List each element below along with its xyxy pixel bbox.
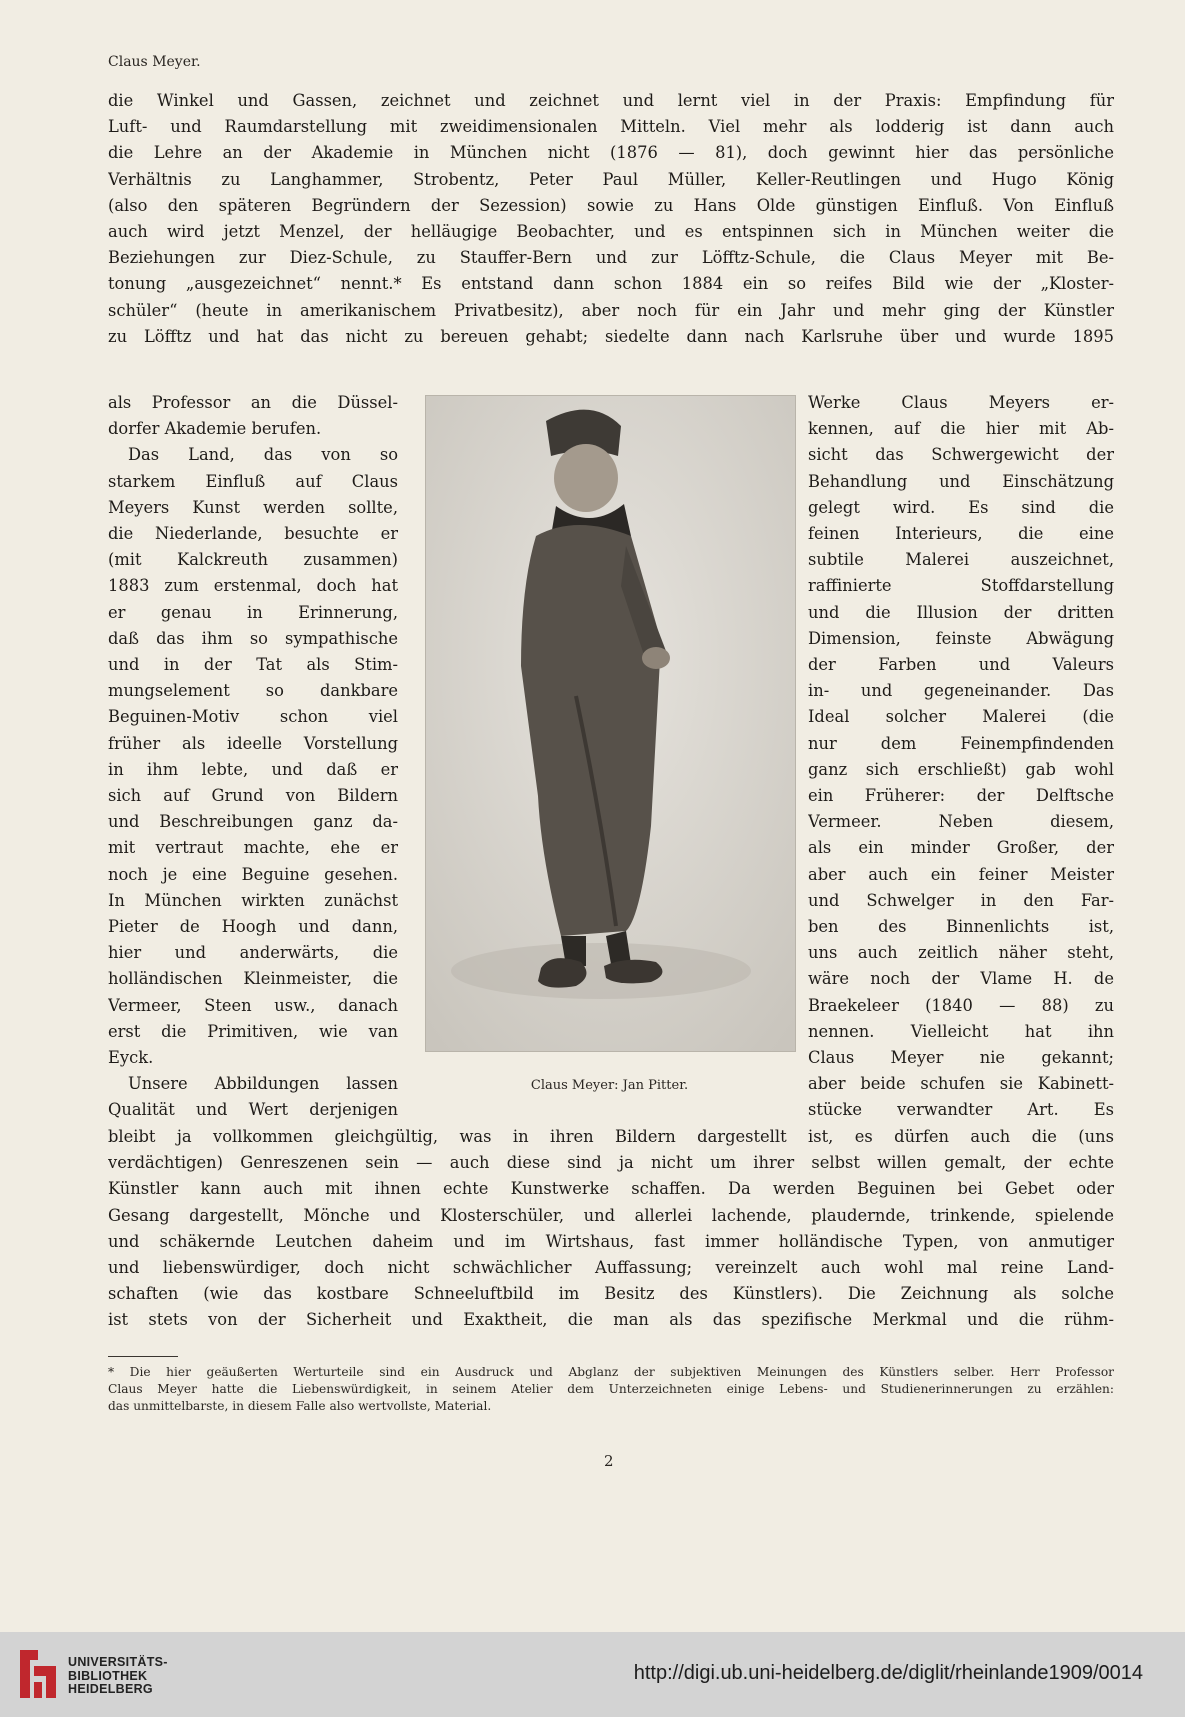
text-line: stücke verwandter Art. Es [808,1100,1114,1120]
text-line: holländischen Kleinmeister, die [108,969,398,989]
text-line: sich auf Grund von Bildern [108,786,398,806]
text-line: Beguinen-Motiv schon viel [108,707,398,727]
text-line: in- und gegeneinander. Das [808,681,1114,701]
text-line: die Lehre an der Akademie in München nicht (1876 — 81), doch gewinnt hier das persönliche [108,143,1114,163]
library-name [68,1656,168,1697]
text-line: er genau in Erinnerung, [108,602,398,622]
running-head: Claus Meyer. [108,54,201,70]
text-line: und Schwelger in den Far- [808,890,1114,910]
text-line: Ideal solcher Malerei (die [808,707,1114,727]
figure-drawing [426,396,795,1051]
text-line: tonung „ausgezeichnet“ nennt.* Es entstand dann schon 1884 ein so reifes Bild wie der „Kloster- [108,274,1114,294]
text-line: die Winkel und Gassen, zeichnet und zeichnet und lernt viel in der Praxis: Empfindung für [108,91,1114,110]
text-line: und in der Tat als Stim- [108,655,398,675]
text-line: noch je eine Beguine gesehen. [108,864,398,884]
text-line: mungselement so dankbare [108,681,398,701]
text-line: ein Früherer: der Delftsche [808,786,1114,806]
text-line: Qualität und Wert derjenigen [108,1100,398,1120]
text-line: aber beide schufen sie Kabinett- [808,1074,1114,1094]
text-line: aber auch ein feiner Meister [808,864,1114,884]
footnote-line: Claus Meyer hatte die Liebenswürdigkeit, in seinem Atelier dem Unterzeichneten einige Lebens- und Studienerinnerungen zu erzählen: [108,1382,1114,1396]
text-line: ben des Binnenlichts ist, [808,917,1114,937]
text-line: schüler“ (heute in amerikanischem Privatbesitz), aber noch für ein Jahr und mehr ging der Künstler [108,300,1114,320]
text-line: gelegt wird. Es sind die [808,497,1114,517]
library-name-line: HEIDELBERG [68,1682,153,1696]
text-line: schaften (wie das kostbare Schneeluftbild im Besitz des Künstlers). Die Zeichnung als solche [108,1284,1114,1304]
text-line: Braekeleer (1840 — 88) zu [808,995,1114,1015]
text-line: Behandlung und Einschätzung [808,471,1114,491]
source-url-link[interactable]: http://digi.ub.uni-heidelberg.de/diglit/rheinlande1909/0014 [633,1662,1143,1684]
text-line: als ein minder Großer, der [808,838,1114,858]
text-line: und Beschreibungen ganz da- [108,812,398,832]
text-line: mit vertraut machte, ehe er [108,838,398,858]
digitization-footer [0,1632,1185,1717]
text-line: Pieter de Hoogh und dann, [108,917,398,937]
text-line: Eyck. [108,1048,154,1068]
hand-shape [642,647,670,669]
text-line: erst die Primitiven, wie van [108,1021,398,1041]
text-line: ist stets von der Sicherheit und Exaktheit, die man als das spezifische Merkmal und die rühm- [108,1310,1114,1330]
text-line: Künstler kann auch mit ihnen echte Kunstwerke schaffen. Da werden Beguinen bei Gebet oder [108,1179,1114,1199]
text-line: feinen Interieurs, die eine [808,524,1114,544]
text-line: nur dem Feinempfindenden [808,733,1114,753]
text-line: in ihm lebte, und daß er [108,759,398,779]
text-line: Verhältnis zu Langhammer, Strobentz, Peter Paul Müller, Keller-Reutlingen und Hugo König [108,169,1114,189]
footnote-line: * Die hier geäußerten Werturteile sind ein Ausdruck und Abglanz der subjektiven Meinungen des Künstlers selber. Herr Professor [108,1365,1114,1379]
text-line: der Farben und Valeurs [808,655,1114,675]
library-logo-icon [16,1646,60,1702]
text-line: ganz sich erschließt) gab wohl [808,759,1114,779]
text-line: uns auch zeitlich näher steht, [808,943,1114,963]
face-shape [554,444,618,512]
text-line: Claus Meyer nie gekannt; [808,1048,1114,1068]
text-line: Werke Claus Meyers er- [808,393,1114,412]
footnote-line: das unmittelbarste, in diesem Falle also wertvollste, Material. [108,1399,492,1413]
text-line: sicht das Schwergewicht der [808,445,1114,465]
text-line: und die Illusion der dritten [808,602,1114,622]
text-line: auch wird jetzt Menzel, der helläugige Beobachter, und es entspinnen sich in München weiter die [108,222,1114,242]
text-line: wäre noch der Vlame H. de [808,969,1114,989]
text-line: Unsere Abbildungen lassen [128,1074,398,1094]
text-line: Beziehungen zur Diez-Schule, zu Stauffer-Bern und zur Löfftz-Schule, die Claus Meyer mit Be- [108,248,1114,268]
figure-caption: Claus Meyer: Jan Pitter. [530,1078,689,1093]
text-line: die Niederlande, besuchte er [108,524,398,544]
text-line: Vermeer. Neben diesem, [808,812,1114,832]
text-line: In München wirkten zunächst [108,890,398,910]
text-line: 1883 zum erstenmal, doch hat [108,576,398,596]
text-line: Dimension, feinste Abwägung [808,628,1114,648]
page-number: 2 [604,1452,614,1470]
text-line: daß das ihm so sympathische [108,628,398,648]
text-line: (mit Kalckreuth zusammen) [108,550,398,570]
text-line: kennen, auf die hier mit Ab- [808,419,1114,439]
text-line: Luft- und Raumdarstellung mit zweidimensionalen Mitteln. Viel mehr als lodderig ist dann auch [108,117,1114,137]
text-line: (also den späteren Begründern der Sezession) sowie zu Hans Olde günstigen Einfluß. Von Einfluß [108,195,1114,215]
text-line: Das Land, das von so [128,445,398,465]
text-line: Gesang dargestellt, Mönche und Klosterschüler, und allerlei lachende, plaudernde, trinkende, spielende [108,1205,1114,1225]
text-line: zu Löfftz und hat das nicht zu bereuen gehabt; siedelte dann nach Karlsruhe über und wurde 1895 [108,326,1114,346]
text-line: verdächtigen) Genreszenen sein — auch diese sind ja nicht um ihrer selbst willen gemalt, der echte [108,1153,1114,1173]
text-line: früher als ideelle Vorstellung [108,733,398,753]
right-column [808,390,1114,1124]
body-text-bottom [108,1124,1114,1334]
text-line: Vermeer, Steen usw., danach [108,995,398,1015]
figure-illustration [425,395,796,1052]
text-line: starkem Einfluß auf Claus [108,471,398,491]
text-line: hier und anderwärts, die [108,943,398,963]
library-name-line: BIBLIOTHEK [68,1668,148,1683]
right-clog-shape [604,960,662,984]
left-column [108,390,398,1124]
text-line: subtile Malerei auszeichnet, [808,550,1114,570]
text-line: dorfer Akademie berufen. [108,419,322,439]
text-line: und liebenswürdiger, doch nicht schwächlicher Auffassung; vereinzelt auch wohl mal reine Land- [108,1258,1114,1278]
text-line: bleibt ja vollkommen gleichgültig, was in ihren Bildern dargestellt ist, es dürfen auch die (uns [108,1127,1114,1146]
text-line: Meyers Kunst werden sollte, [108,497,398,517]
body-text-top [108,88,1114,350]
ground-shadow [451,943,751,999]
text-line: als Professor an die Düssel- [108,393,398,412]
text-line: und schäkernde Leutchen daheim und im Wirtshaus, fast immer holländische Typen, von anmutiger [108,1231,1114,1251]
footnote-divider [108,1356,178,1357]
text-line: raffinierte Stoffdarstellung [808,576,1114,596]
text-line: nennen. Vielleicht hat ihn [808,1021,1114,1041]
library-name-line: UNIVERSITÄTS- [68,1655,168,1669]
